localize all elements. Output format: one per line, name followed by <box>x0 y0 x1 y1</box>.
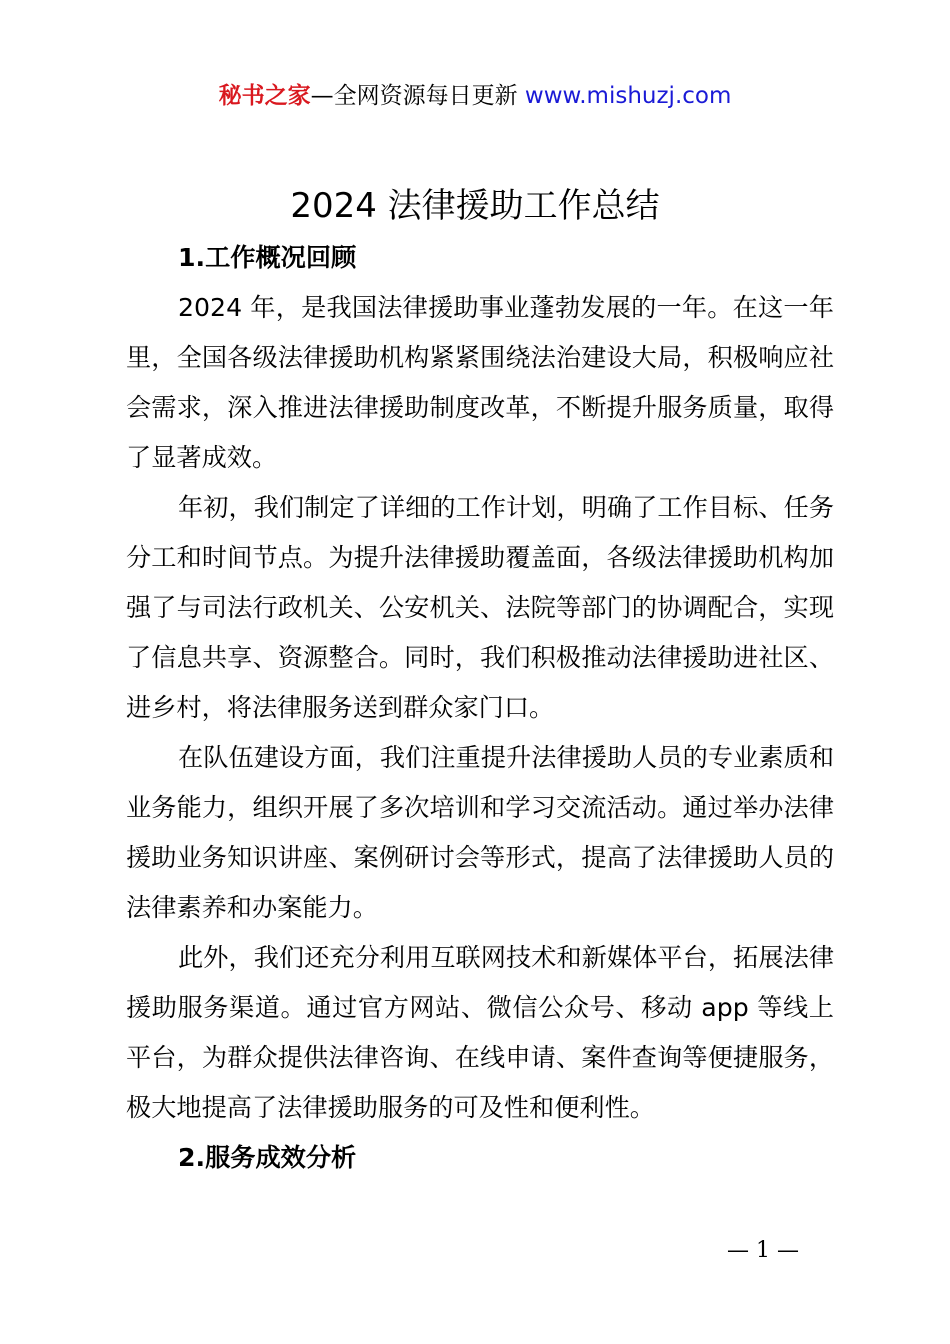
body-paragraph: 2024 年，是我国法律援助事业蓬勃发展的一年。在这一年里，全国各级法律援助机构紧紧围绕法治建设大局，积极响应社会需求，深入推进法律援助制度改革，不断提升服务质量，取得了显著成效。 <box>126 293 834 472</box>
body-paragraph: 此外，我们还充分利用互联网技术和新媒体平台，拓展法律援助服务渠道。通过官方网站、微信公众号、移动 app 等线上平台，为群众提供法律咨询、在线申请、案件查询等便捷服务，极大地提高了法律援助服务的可及性和便利性。 <box>126 943 834 1122</box>
section-heading: 2.服务成效分析 <box>178 1143 357 1172</box>
site-url-link[interactable]: www.mishuzj.com <box>524 83 732 109</box>
banner-tagline: —全网资源每日更新 <box>310 83 525 109</box>
section-heading: 1.工作概况回顾 <box>178 243 357 272</box>
site-banner <box>0 78 950 114</box>
body-paragraph: 年初，我们制定了详细的工作计划，明确了工作目标、任务分工和时间节点。为提升法律援助覆盖面，各级法律援助机构加强了与司法行政机关、公安机关、法院等部门的协调配合，实现了信息共享、资源整合。同时，我们积极推动法律援助进社区、进乡村，将法律服务送到群众家门口。 <box>126 493 834 722</box>
brand-name: 秘书之家 <box>218 83 311 109</box>
document-body <box>126 233 834 1183</box>
body-paragraph: 在队伍建设方面，我们注重提升法律援助人员的专业素质和业务能力，组织开展了多次培训和学习交流活动。通过举办法律援助业务知识讲座、案例研讨会等形式，提高了法律援助人员的法律素养和办案能力。 <box>126 743 834 922</box>
document-title: 2024 法律援助工作总结 <box>290 186 660 226</box>
page-number: — 1 — <box>727 1238 799 1263</box>
